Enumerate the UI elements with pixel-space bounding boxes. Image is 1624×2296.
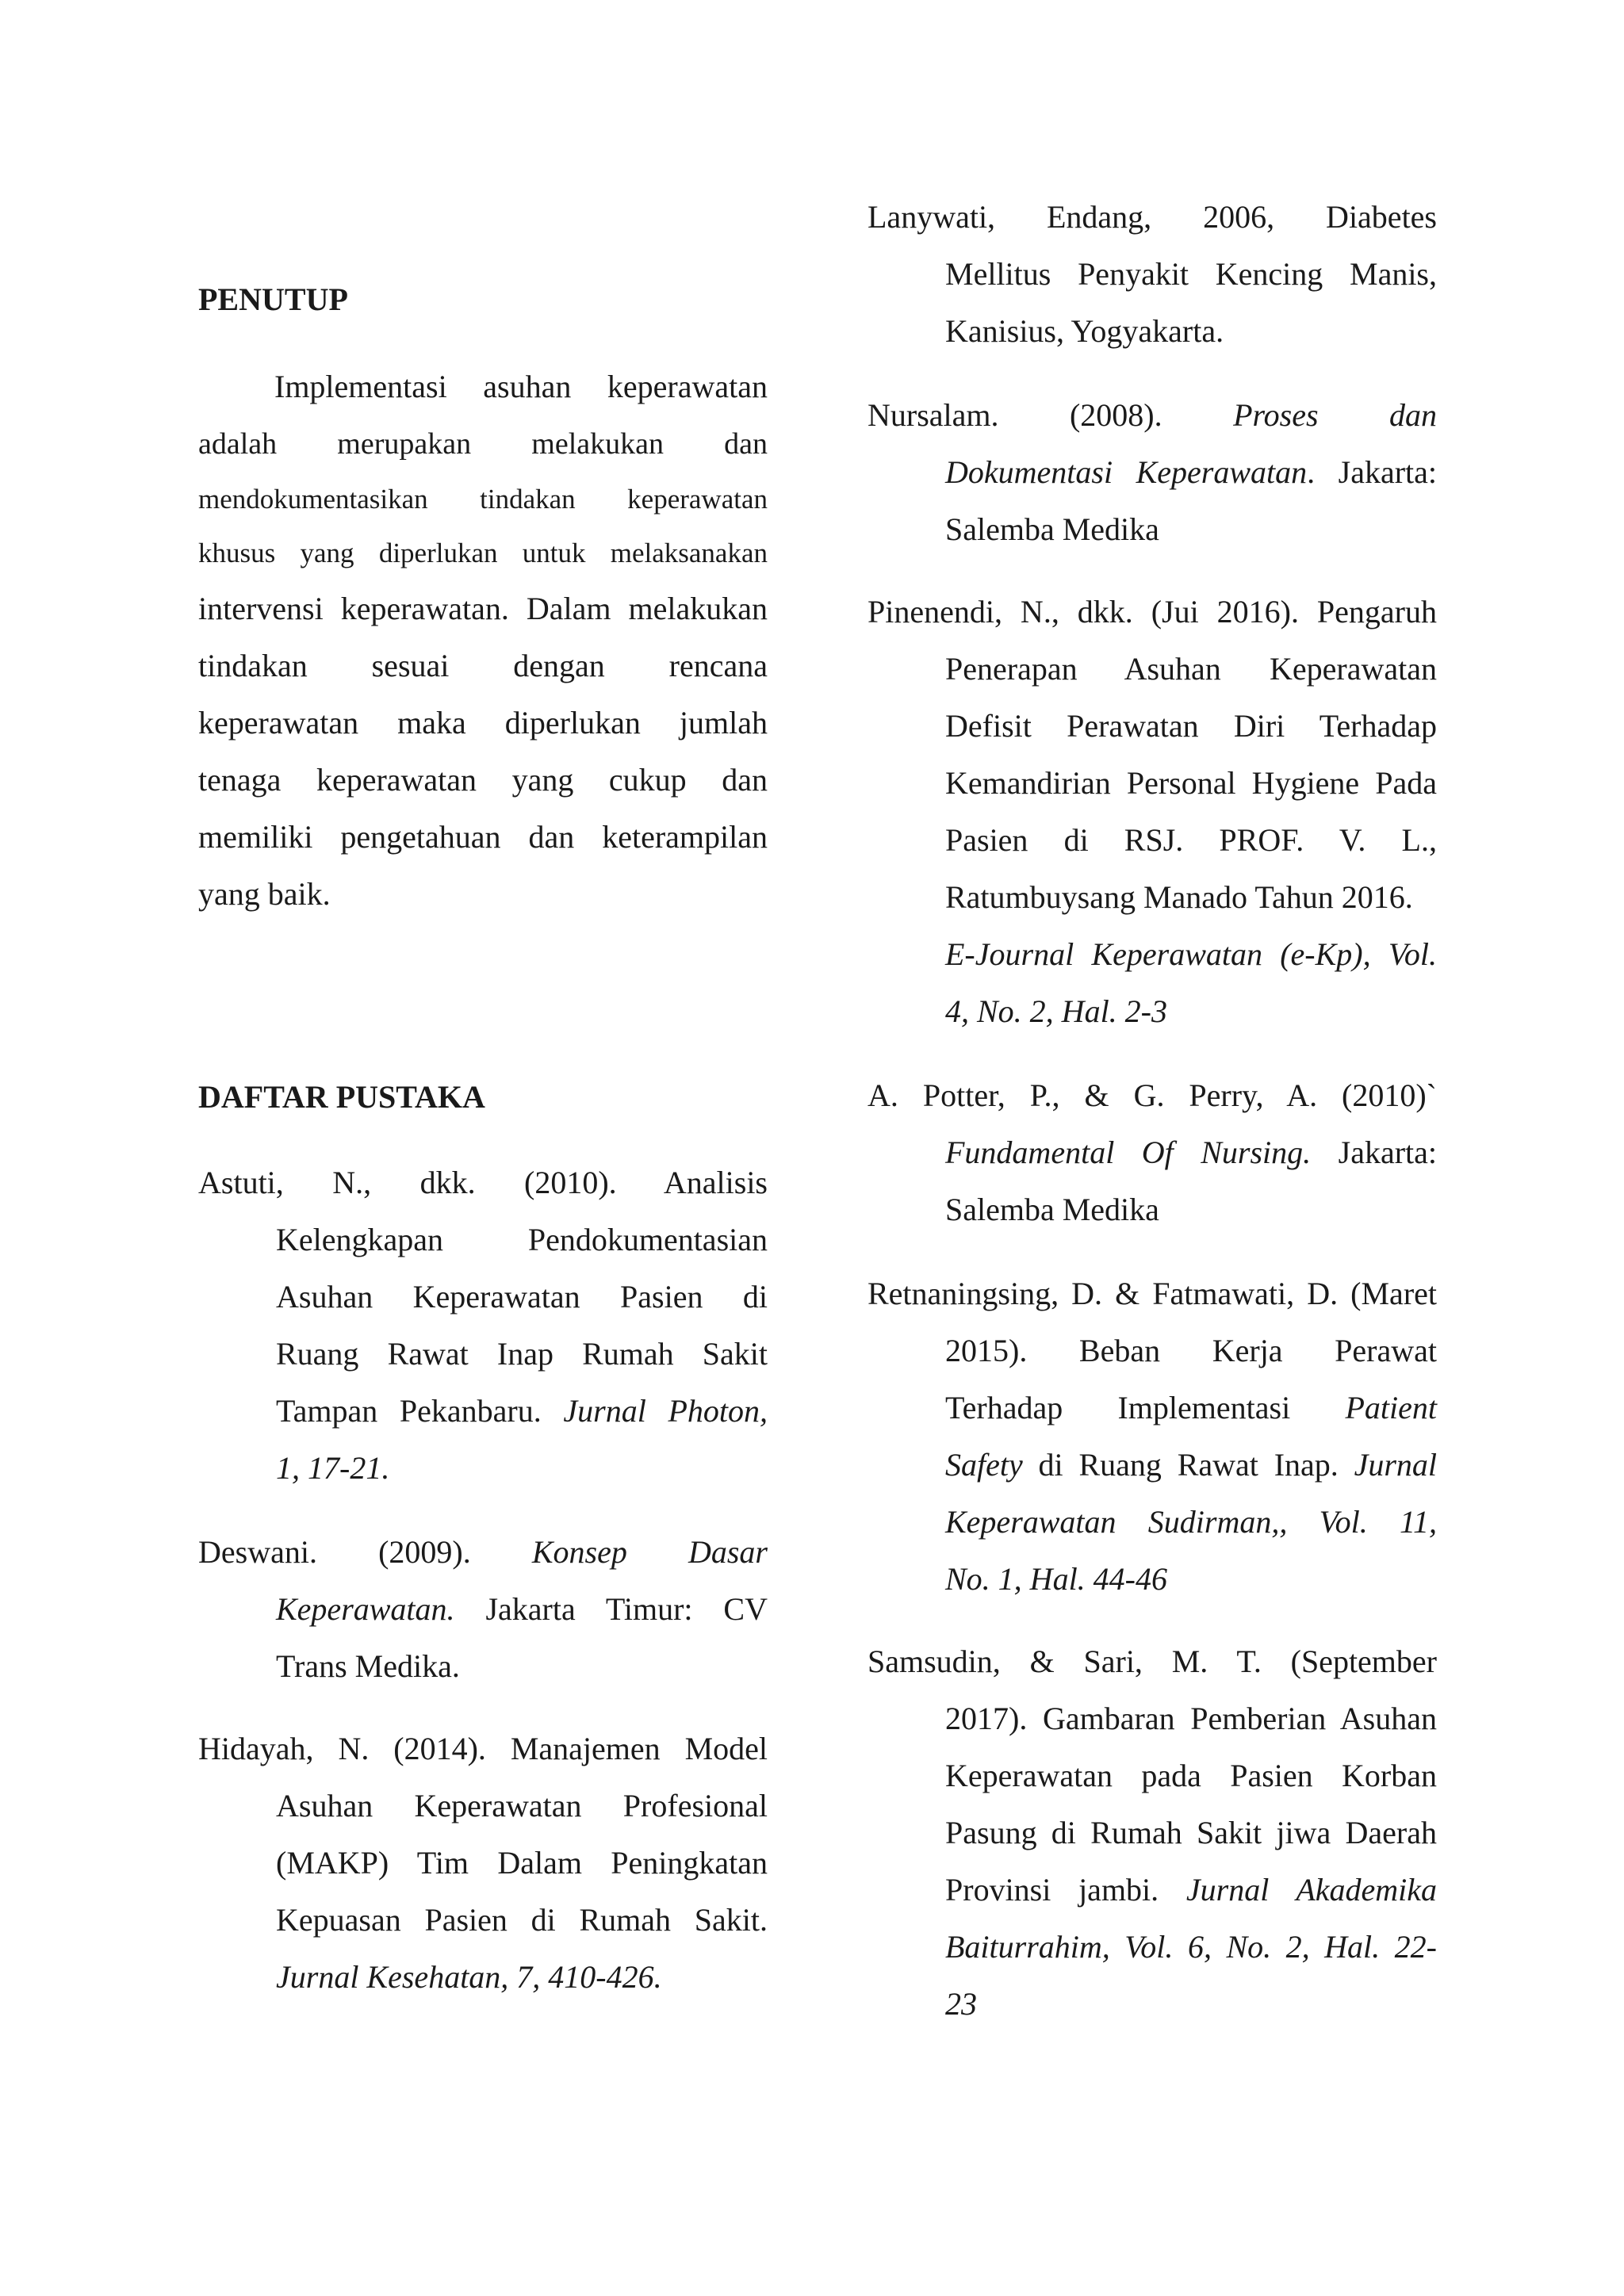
reference-line: 1, 17-21. — [276, 1450, 390, 1486]
reference-line: Defisit Perawatan Diri Terhadap — [945, 708, 1437, 744]
paragraph-line: intervensi keperawatan. Dalam melakukan — [198, 591, 768, 626]
paragraph-line: tenaga keperawatan yang cukup dan — [198, 762, 768, 798]
paragraph-line: mendokumentasikan tindakan keperawatan — [198, 484, 768, 515]
reference-line: 4, No. 2, Hal. 2-3 — [945, 993, 1167, 1029]
penutup-heading: PENUTUP — [198, 281, 348, 317]
reference-line: Fundamental Of Nursing. Jakarta: — [945, 1135, 1437, 1170]
reference-potter — [868, 1067, 1437, 1238]
reference-line: Mellitus Penyakit Kencing Manis, — [945, 256, 1437, 292]
paragraph-line: adalah merupakan melakukan dan — [198, 427, 768, 461]
reference-line: Asuhan Keperawatan Pasien di — [276, 1279, 768, 1314]
penutup-paragraph — [198, 358, 768, 923]
paragraph-line: yang baik. — [198, 876, 331, 912]
paragraph-line: Implementasi asuhan keperawatan — [274, 369, 768, 404]
reference-line: Hidayah, N. (2014). Manajemen Model — [198, 1731, 768, 1766]
reference-line: Terhadap Implementasi Patient — [945, 1390, 1437, 1425]
reference-line: Salemba Medika — [945, 1192, 1159, 1227]
reference-samsudin — [868, 1633, 1437, 2033]
reference-line: 23 — [945, 1986, 977, 2022]
paragraph-line: khusus yang diperlukan untuk melaksanakan — [198, 538, 768, 568]
reference-line: Tampan Pekanbaru. Jurnal Photon, — [276, 1393, 768, 1429]
reference-pinenendi — [868, 584, 1437, 1040]
reference-line: Nursalam. (2008). Proses dan — [868, 397, 1438, 433]
reference-line: Lanywati, Endang, 2006, Diabetes — [868, 199, 1437, 235]
reference-line: Keperawatan Sudirman,, Vol. 11, — [945, 1504, 1437, 1540]
paragraph-line: tindakan sesuai dengan rencana — [198, 648, 768, 683]
reference-line: Pasung di Rumah Sakit jiwa Daerah — [945, 1815, 1437, 1850]
reference-line: Salemba Medika — [945, 511, 1159, 547]
reference-line: Ruang Rawat Inap Rumah Sakit — [276, 1336, 768, 1372]
reference-line: Ratumbuysang Manado Tahun 2016. — [945, 879, 1413, 915]
reference-line: Trans Medika. — [276, 1648, 460, 1684]
reference-retnaningsing — [868, 1265, 1437, 1608]
reference-line: Safety di Ruang Rawat Inap. Jurnal — [945, 1447, 1438, 1483]
daftar-pustaka-heading: DAFTAR PUSTAKA — [198, 1079, 485, 1115]
reference-line: Asuhan Keperawatan Profesional — [276, 1788, 768, 1823]
reference-nursalam — [868, 387, 1437, 558]
reference-line: Kepuasan Pasien di Rumah Sakit. — [276, 1902, 768, 1938]
reference-line: Penerapan Asuhan Keperawatan — [945, 651, 1437, 687]
reference-astuti — [198, 1154, 768, 1497]
reference-line: Kanisius, Yogyakarta. — [945, 313, 1224, 349]
reference-hidayah — [198, 1720, 768, 2006]
reference-line: Kelengkapan Pendokumentasian — [276, 1222, 768, 1257]
reference-line: Jurnal Kesehatan, 7, 410-426. — [276, 1959, 662, 1995]
reference-line: (MAKP) Tim Dalam Peningkatan — [276, 1845, 768, 1881]
reference-line: Baiturrahim, Vol. 6, No. 2, Hal. 22- — [945, 1929, 1437, 1965]
reference-line: Samsudin, & Sari, M. T. (September — [868, 1644, 1437, 1679]
reference-line: 2015). Beban Kerja Perawat — [945, 1333, 1437, 1368]
reference-line: Keperawatan. Jakarta Timur: CV — [276, 1591, 768, 1627]
reference-line: Kemandirian Personal Hygiene Pada — [945, 765, 1437, 801]
paragraph-line: memiliki pengetahuan dan keterampilan — [198, 819, 768, 855]
reference-line: A. Potter, P., & G. Perry, A. (2010)` — [868, 1077, 1437, 1113]
reference-line: Provinsi jambi. Jurnal Akademika — [945, 1872, 1438, 1908]
reference-line: No. 1, Hal. 44-46 — [945, 1561, 1167, 1597]
reference-line: Astuti, N., dkk. (2010). Analisis — [198, 1165, 768, 1200]
reference-line: Pasien di RSJ. PROF. V. L., — [945, 822, 1437, 858]
reference-line: 2017). Gambaran Pemberian Asuhan — [945, 1701, 1437, 1736]
reference-line: Pinenendi, N., dkk. (Jui 2016). Pengaruh — [868, 594, 1437, 629]
reference-line: Dokumentasi Keperawatan. Jakarta: — [945, 454, 1437, 490]
paragraph-line: keperawatan maka diperlukan jumlah — [198, 705, 768, 740]
reference-lanywati — [868, 189, 1437, 360]
reference-line: Deswani. (2009). Konsep Dasar — [198, 1534, 768, 1570]
reference-deswani — [198, 1524, 768, 1695]
reference-line: Keperawatan pada Pasien Korban — [945, 1758, 1437, 1793]
reference-line: E-Journal Keperawatan (e-Kp), Vol. — [945, 936, 1437, 972]
reference-line: Retnaningsing, D. & Fatmawati, D. (Maret — [868, 1276, 1437, 1311]
